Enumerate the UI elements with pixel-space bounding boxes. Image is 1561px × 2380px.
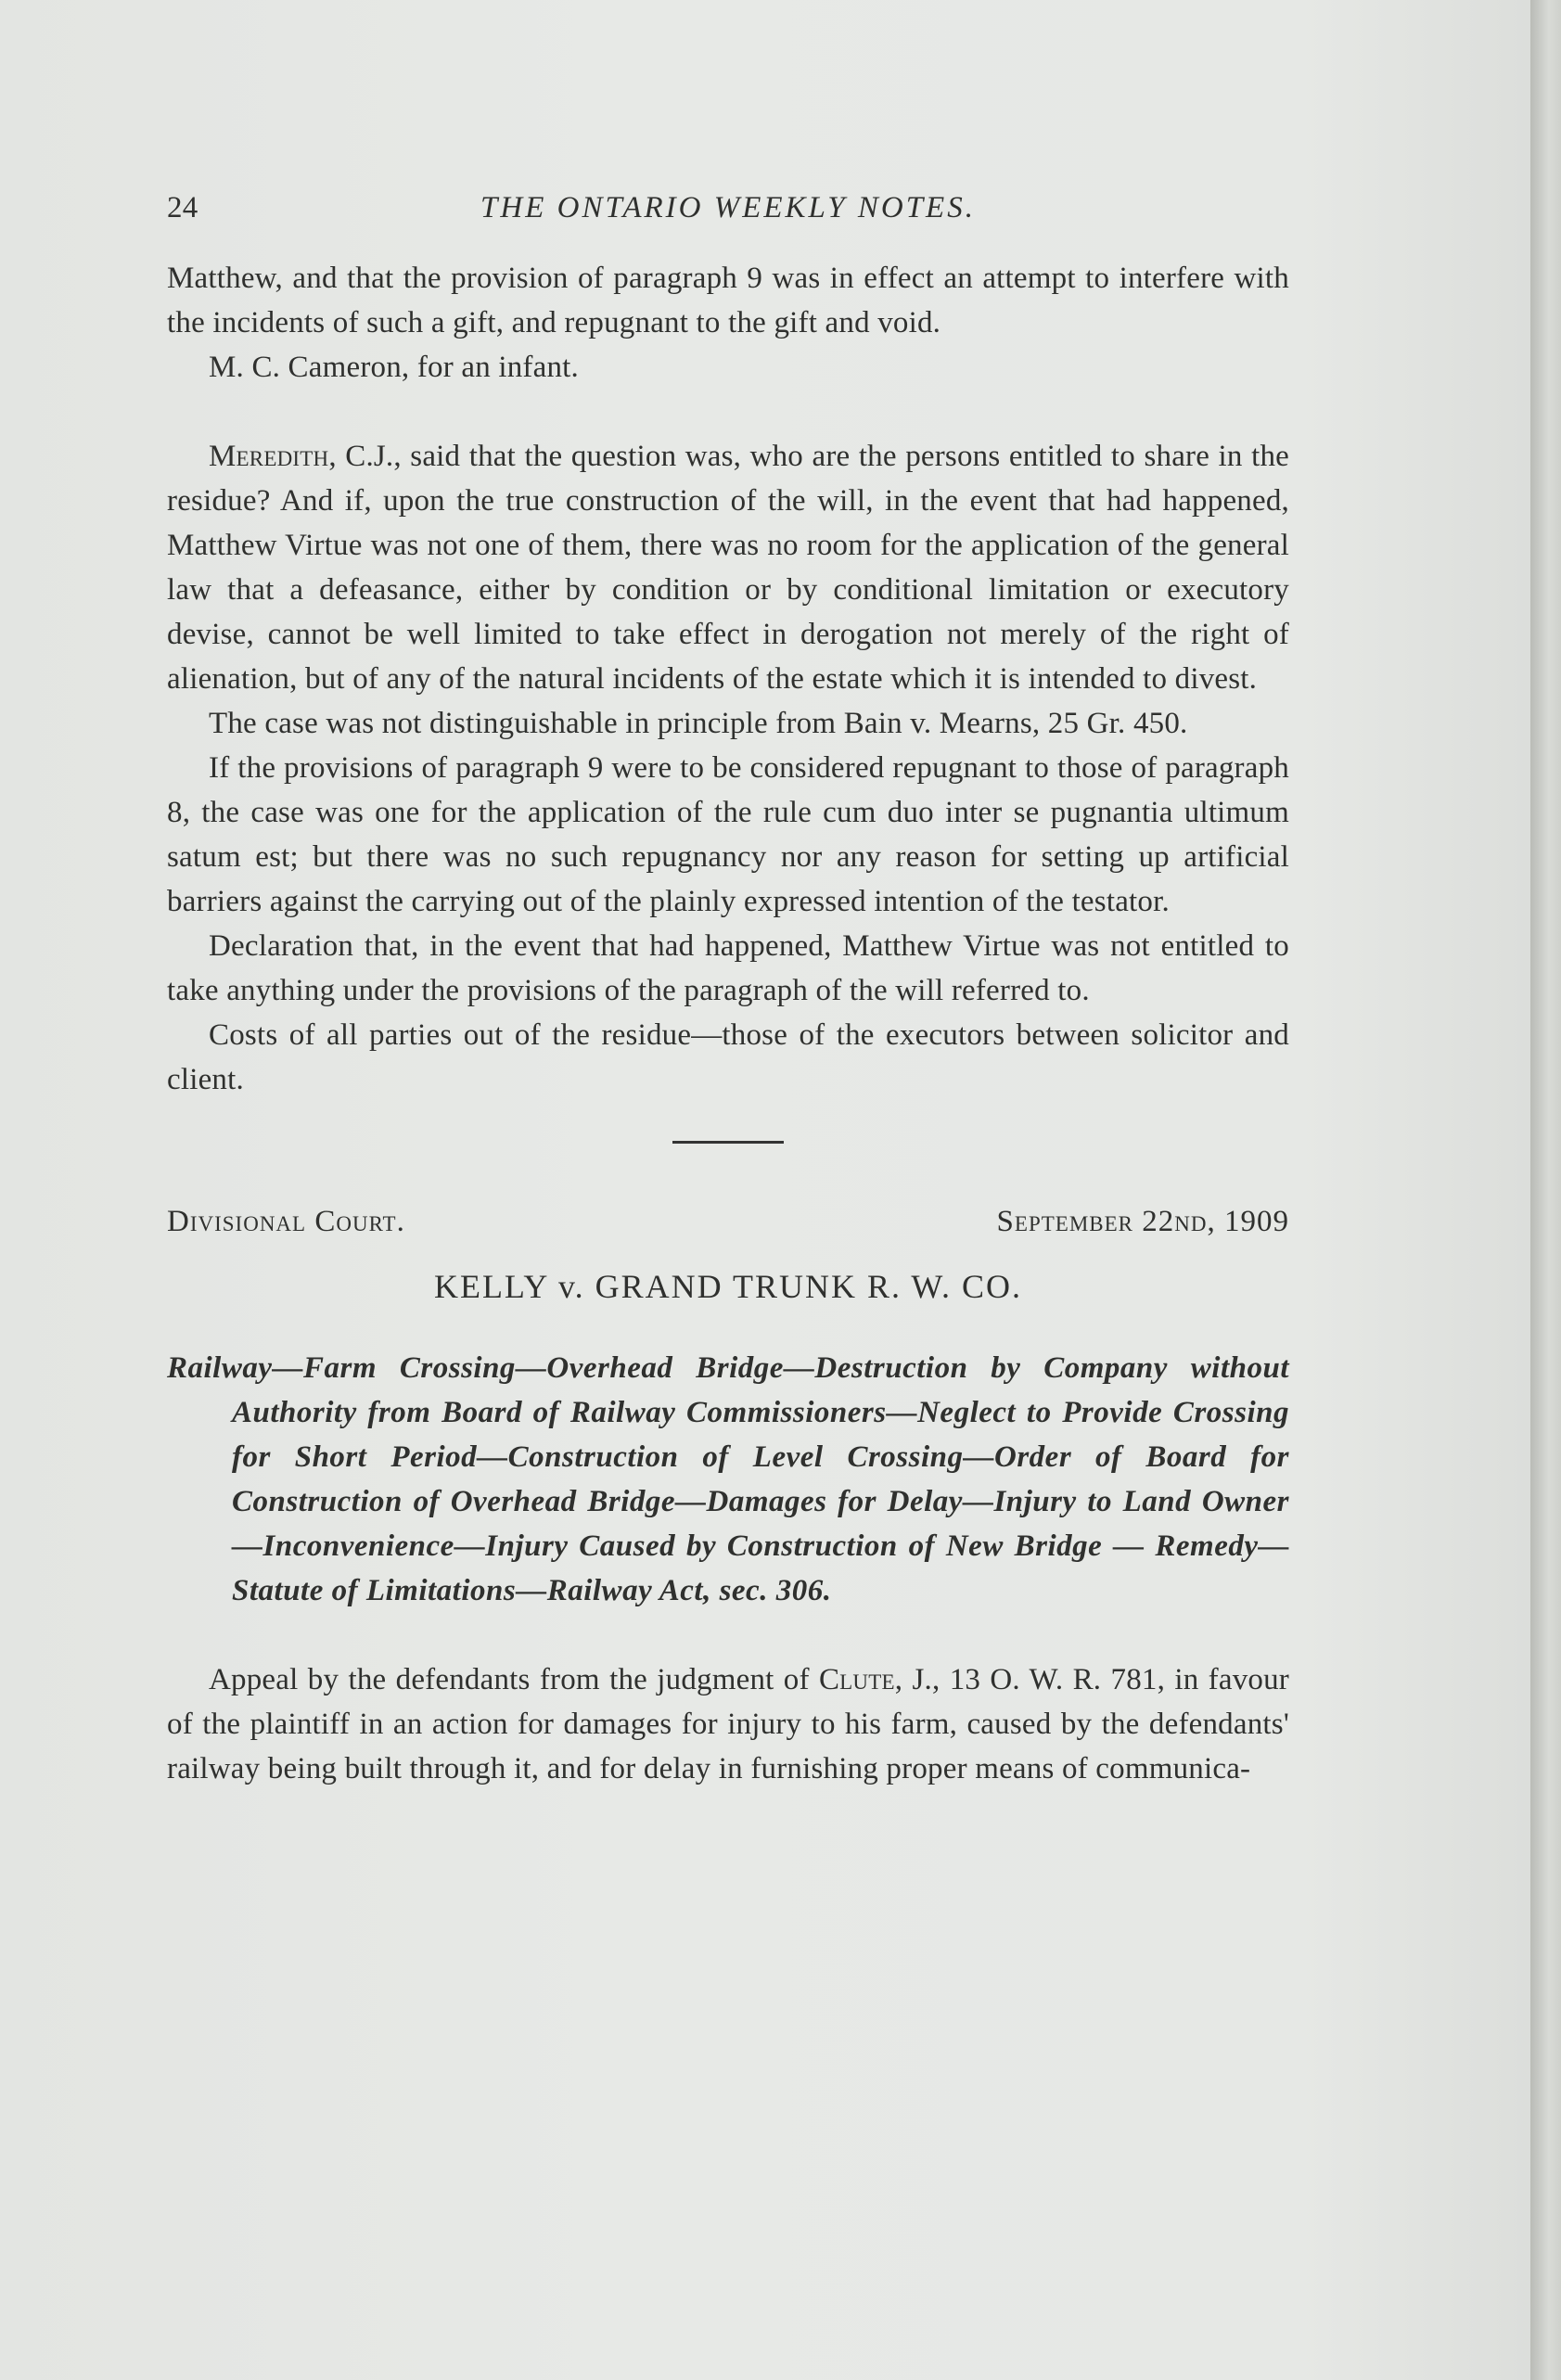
paragraph: The case was not distinguishable in principle from Bain v. Mearns, 25 Gr. 450. <box>209 707 1188 740</box>
headnote: Railway—Farm Crossing—Overhead Bridge—Destruction by Company without Authority from Board of Railway Commissioners—Neglect to Provide Crossing for Short Period—Construction of Level Crossing—Order of Board for Construction of Overhead Bridge—Damages for Delay—Injury to Land Owner—Inconvenience—Injury Caused by Construction of New Bridge — Remedy—Statute of Limitations—Railway Act, sec. 306. <box>167 1351 1289 1607</box>
appeal-judge-name: Clute <box>818 1663 895 1696</box>
counsel-line: M. C. Cameron, for an infant. <box>209 351 579 384</box>
court-name: Divisional Court. <box>167 1205 405 1238</box>
judgment-text: , C.J., said that the question was, who are the persons entitled to share in the residue? And if, upon the true construction of the will, in the event that had happened, Matthew Virtue was not one of them, there was no room for the application of the general law that a defeasance, either by condition or by conditional limitation or executory devise, cannot be well limited to take effect in derogation not merely of the right of alienation, but of any of the natural incidents of the estate which it is intended to divest. <box>167 440 1289 696</box>
appeal-text-rest: , J., 13 O. W. R. 781, in favour of the plaintiff in an action for damages for injury to his farm, caused by the defendants' railway being built through it, and for delay in furnishing proper means of communica- <box>167 1663 1290 1785</box>
case-title: KELLY v. GRAND TRUNK R. W. CO. <box>433 1268 1023 1305</box>
judgment-paragraph <box>167 434 1289 701</box>
book-edge <box>1530 0 1561 2380</box>
paragraph: If the provisions of paragraph 9 were to be considered repugnant to those of paragraph 8, the case was one for the application of the rule cum duo inter se pugnantia ultimum satum est; but there was no such repugnancy nor any reason for setting up artificial barriers against the carrying out of the plainly expressed intention of the testator. <box>167 751 1289 918</box>
judge-name: Meredith <box>209 440 329 473</box>
page-header <box>167 186 1289 230</box>
running-head: THE ONTARIO WEEKLY NOTES. <box>480 191 976 224</box>
appeal-text-start: Appeal by the defendants from the judgment of <box>209 1663 819 1696</box>
case-date: September 22nd, 1909 <box>996 1205 1289 1238</box>
section-divider <box>672 1141 784 1144</box>
spacer <box>167 390 1289 434</box>
page-text-block <box>167 186 1289 1791</box>
page-number: 24 <box>167 191 198 224</box>
paragraph: Matthew, and that the provision of paragraph 9 was in effect an attempt to interfere with the incidents of such a gift, and repugnant to the gift and void. <box>167 262 1289 339</box>
court-line <box>167 1199 1289 1244</box>
paragraph: Costs of all parties out of the residue—those of the executors between solicitor and client. <box>167 1018 1289 1096</box>
paragraph: Declaration that, in the event that had happened, Matthew Virtue was not entitled to take anything under the provisions of the paragraph of the will referred to. <box>167 929 1289 1007</box>
appeal-paragraph <box>167 1657 1289 1791</box>
